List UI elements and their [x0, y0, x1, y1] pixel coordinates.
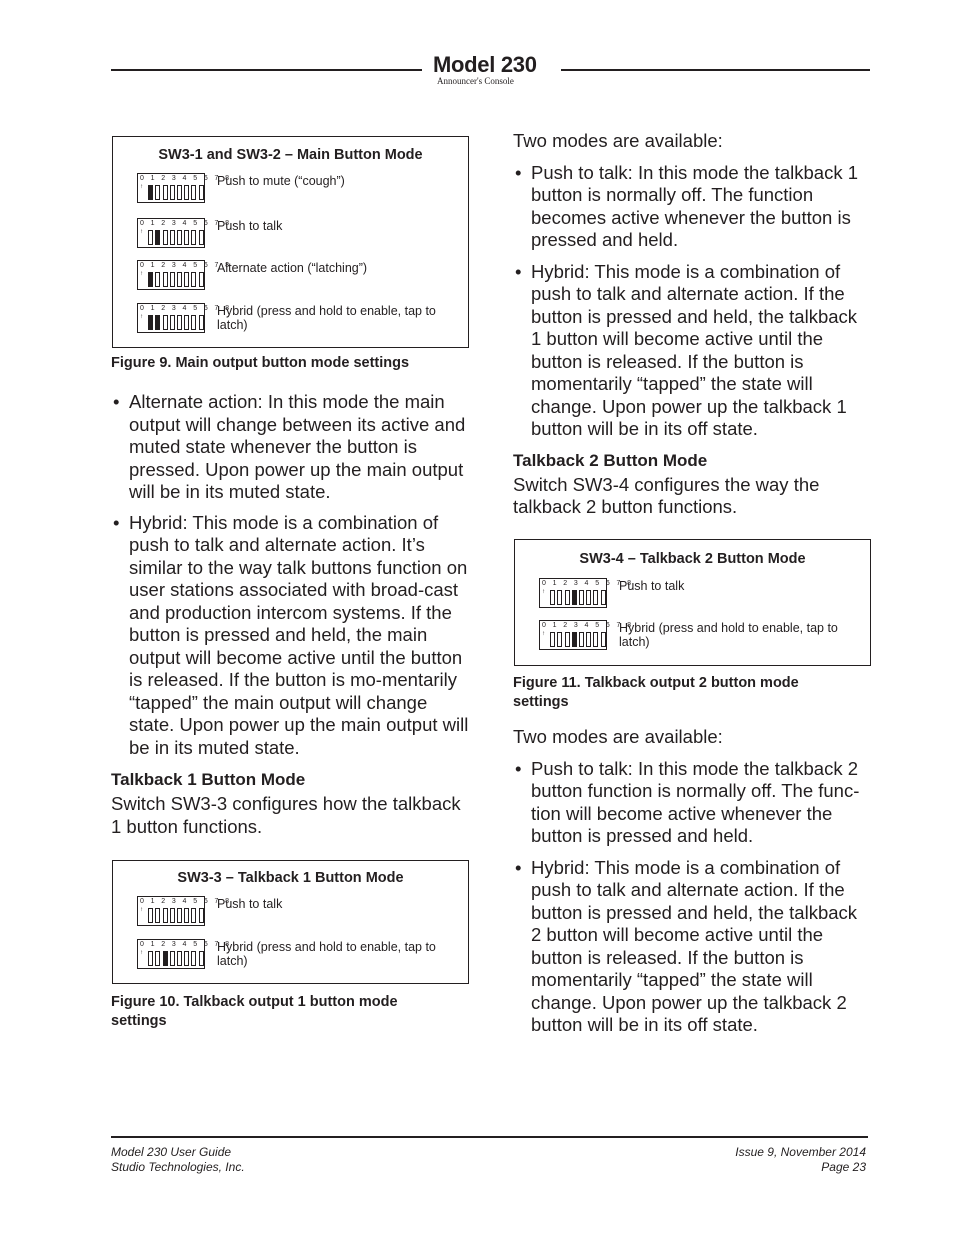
- intro-text: Two modes are available:: [513, 726, 723, 747]
- figure-11-box: [514, 539, 871, 666]
- dip-switch-icon: [137, 173, 232, 203]
- footer-rule: [111, 1136, 868, 1138]
- dip-switch-lever: [191, 230, 196, 245]
- dip-switch-lever: [163, 951, 168, 966]
- dip-switch-lever: [170, 185, 175, 200]
- list-item: [111, 512, 471, 760]
- dip-switch-lever: [184, 951, 189, 966]
- bullet-icon: •: [515, 161, 522, 183]
- dip-switch-lever: [593, 590, 598, 605]
- dip-switch-lever: [191, 185, 196, 200]
- dip-switch-lever: [155, 951, 160, 966]
- arrow-up-icon: ↑: [140, 229, 143, 235]
- footer-guide-name: Model 230 User Guide: [111, 1145, 232, 1159]
- dip-switch-lever: [163, 908, 168, 923]
- dip-switch-lever: [155, 185, 160, 200]
- header-title: Model 230: [433, 52, 537, 77]
- bullet-icon: •: [515, 757, 522, 779]
- dip-switch-icon: [539, 620, 634, 650]
- dip-switch-lever: [184, 230, 189, 245]
- dip-switch-lever: [163, 315, 168, 330]
- talkback-2-heading: Talkback 2 Button Mode: [513, 450, 708, 470]
- footer-right: [735, 1145, 866, 1174]
- dip-switch-numbers: 0 1 2 3 4 5 6 7 8: [140, 175, 232, 182]
- dip-switch-lever: [565, 632, 570, 647]
- dip-switch-lever: [163, 230, 168, 245]
- arrow-up-icon: ↑: [140, 271, 143, 277]
- header-rule-left: [111, 69, 422, 71]
- dip-switch-lever: [199, 230, 204, 245]
- dip-switch-lever: [148, 951, 153, 966]
- dip-switch-lever: [184, 315, 189, 330]
- figure-10-row-2-label: Hybrid (press and hold to enable, tap to latch): [217, 940, 436, 968]
- dip-switch-lever: [199, 315, 204, 330]
- figure-9-row-4-label: Hybrid (press and hold to enable, tap to latch): [217, 304, 436, 332]
- dip-switch-lever: [170, 272, 175, 287]
- right-column-text-top: [513, 130, 871, 519]
- dip-switch-lever: [155, 230, 160, 245]
- dip-switch-lever: [155, 908, 160, 923]
- dip-switch-icon: [137, 939, 232, 969]
- dip-switch-lever: [170, 315, 175, 330]
- dip-switch-lever: [184, 185, 189, 200]
- figure-9-row-3-label: Alternate action (“latching”): [217, 261, 368, 275]
- footer-left: [111, 1145, 245, 1174]
- list-item: [513, 162, 871, 252]
- dip-switch-lever: [199, 185, 204, 200]
- arrow-up-icon: ↑: [542, 631, 545, 637]
- dip-switch-lever: [177, 230, 182, 245]
- dip-switch-lever: [586, 632, 591, 647]
- dip-switch-icon: [137, 896, 232, 926]
- arrow-up-icon: ↑: [140, 184, 143, 190]
- dip-switch-numbers: 0 1 2 3 4 5 6 7 8: [140, 220, 232, 227]
- figure-10-title: SW3-3 – Talkback 1 Button Mode: [177, 870, 404, 886]
- dip-switch-lever: [148, 230, 153, 245]
- dip-switch-lever: [586, 590, 591, 605]
- dip-switch-lever: [177, 908, 182, 923]
- dip-switch-lever: [163, 272, 168, 287]
- dip-switch-lever: [199, 908, 204, 923]
- talkback-2-text: Switch SW3-4 configures the way the talkback 2 button functions.: [513, 473, 820, 517]
- dip-switch-icon: [137, 303, 232, 333]
- figure-10-caption: Figure 10. Talkback output 1 button mode settings: [111, 994, 398, 1029]
- dip-switch-lever: [177, 272, 182, 287]
- dip-switch-lever: [572, 590, 577, 605]
- bullet-text: Hybrid: This mode is a combination of push to talk and alternate action. It’s similar to the way talk buttons function on user stations associated with broad-cast and production intercom systems. If the button is pressed and held, the main output will become active until the button is released. If the button is mo-mentarily “tapped” the main output will change state. Upon power up the main output will be in its muted state.: [129, 511, 469, 758]
- dip-switch-lever: [579, 632, 584, 647]
- dip-switch-lever: [550, 632, 555, 647]
- dip-switch-lever: [601, 590, 606, 605]
- dip-switch-lever: [148, 908, 153, 923]
- intro-text: Two modes are available:: [513, 130, 723, 151]
- bullet-icon: •: [113, 511, 120, 533]
- dip-switch-lever: [199, 951, 204, 966]
- list-item: [513, 261, 871, 441]
- figure-11-row-2-label: Hybrid (press and hold to enable, tap to latch): [619, 621, 838, 649]
- dip-switch-lever: [199, 272, 204, 287]
- dip-switch-lever: [184, 272, 189, 287]
- bullet-text: Hybrid: This mode is a combination of push to talk and alternate action. If the button is pressed and held, the talkback 2 button will become active until the button is released. If the button is momentarily “tapped” the state will change. Upon power up the talkback 2 button will be in its off state.: [531, 856, 858, 1035]
- dip-switch-lever: [170, 908, 175, 923]
- dip-switch-icon: [137, 260, 232, 290]
- right-column-text-bottom: [513, 726, 871, 1037]
- list-item: [111, 391, 471, 504]
- talkback-1-heading: Talkback 1 Button Mode: [111, 770, 306, 789]
- dip-switch-icon: [539, 578, 634, 608]
- dip-switch-lever: [155, 315, 160, 330]
- figure-9-caption: Figure 9. Main output button mode settings: [111, 355, 410, 371]
- dip-switch-lever: [177, 951, 182, 966]
- dip-switch-lever: [170, 230, 175, 245]
- dip-switch-lever: [579, 590, 584, 605]
- figure-10-row-1-label: Push to talk: [217, 897, 283, 911]
- figure-10-box: [112, 860, 469, 984]
- dip-switch-lever: [177, 185, 182, 200]
- dip-switch-lever: [191, 951, 196, 966]
- dip-switch-lever: [601, 632, 606, 647]
- arrow-up-icon: ↑: [140, 314, 143, 320]
- dip-switch-numbers: 0 1 2 3 4 5 6 7 8: [542, 580, 634, 587]
- footer-issue: Issue 9, November 2014: [735, 1145, 866, 1159]
- dip-switch-lever: [550, 590, 555, 605]
- talkback-1-text: Switch SW3-3 configures how the talkback 1 button functions.: [111, 793, 461, 837]
- dip-switch-lever: [191, 908, 196, 923]
- bullet-text: Push to talk: In this mode the talkback 2 button function is normally off. The func-tion will become active whenever the button is pressed and held.: [531, 757, 860, 846]
- dip-switch-lever: [191, 315, 196, 330]
- left-column-text: [111, 391, 471, 838]
- figure-11-title: SW3-4 – Talkback 2 Button Mode: [579, 551, 806, 567]
- dip-switch-numbers: 0 1 2 3 4 5 6 7 8: [140, 898, 232, 905]
- figure-11-caption: Figure 11. Talkback output 2 button mode settings: [513, 675, 799, 710]
- dip-switch-lever: [163, 185, 168, 200]
- dip-switch-numbers: 0 1 2 3 4 5 6 7 8: [140, 262, 232, 269]
- dip-switch-lever: [191, 272, 196, 287]
- dip-switch-lever: [593, 632, 598, 647]
- bullet-icon: •: [515, 260, 522, 282]
- dip-switch-lever: [572, 632, 577, 647]
- dip-switch-lever: [148, 272, 153, 287]
- list-item: [513, 758, 871, 848]
- arrow-up-icon: ↑: [140, 950, 143, 956]
- dip-switch-numbers: 0 1 2 3 4 5 6 7 8: [542, 622, 634, 629]
- header-subtitle: Announcer's Console: [437, 76, 514, 86]
- figure-9-title: SW3-1 and SW3-2 – Main Button Mode: [158, 147, 423, 163]
- dip-switch-lever: [170, 951, 175, 966]
- dip-switch-lever: [177, 315, 182, 330]
- arrow-up-icon: ↑: [542, 589, 545, 595]
- dip-switch-lever: [557, 590, 562, 605]
- footer-page-number: Page 23: [821, 1159, 866, 1174]
- figure-11-row-1-label: Push to talk: [619, 579, 685, 593]
- dip-switch-lever: [184, 908, 189, 923]
- list-item: [513, 857, 871, 1037]
- dip-switch-icon: [137, 218, 232, 248]
- dip-switch-lever: [148, 185, 153, 200]
- dip-switch-lever: [557, 632, 562, 647]
- figure-9-row-1-label: Push to mute (“cough”): [217, 174, 345, 188]
- arrow-up-icon: ↑: [140, 907, 143, 913]
- figure-9-box: [112, 136, 469, 348]
- dip-switch-numbers: 0 1 2 3 4 5 6 7 8: [140, 305, 232, 312]
- bullet-icon: •: [515, 856, 522, 878]
- bullet-text: Push to talk: In this mode the talkback 1 button is normally off. The function becomes active whenever the button is pressed and held.: [531, 161, 859, 250]
- dip-switch-lever: [155, 272, 160, 287]
- bullet-text: Alternate action: In this mode the main output will change between its active and muted state whenever the button is pressed. Upon power up the main output will be in its muted state.: [129, 391, 466, 502]
- dip-switch-lever: [148, 315, 153, 330]
- dip-switch-lever: [565, 590, 570, 605]
- figure-9-row-2-label: Push to talk: [217, 219, 283, 233]
- bullet-text: Hybrid: This mode is a combination of push to talk and alternate action. If the button is pressed and held, the talkback 1 button will become active until the button is released. If the button is momentarily “tapped” the state will change. Upon power up the talkback 1 button will be in its off state.: [531, 260, 858, 439]
- dip-switch-numbers: 0 1 2 3 4 5 6 7 8: [140, 941, 232, 948]
- footer-company: Studio Technologies, Inc.: [111, 1159, 245, 1174]
- header-rule-right: [561, 69, 870, 71]
- bullet-icon: •: [113, 391, 120, 412]
